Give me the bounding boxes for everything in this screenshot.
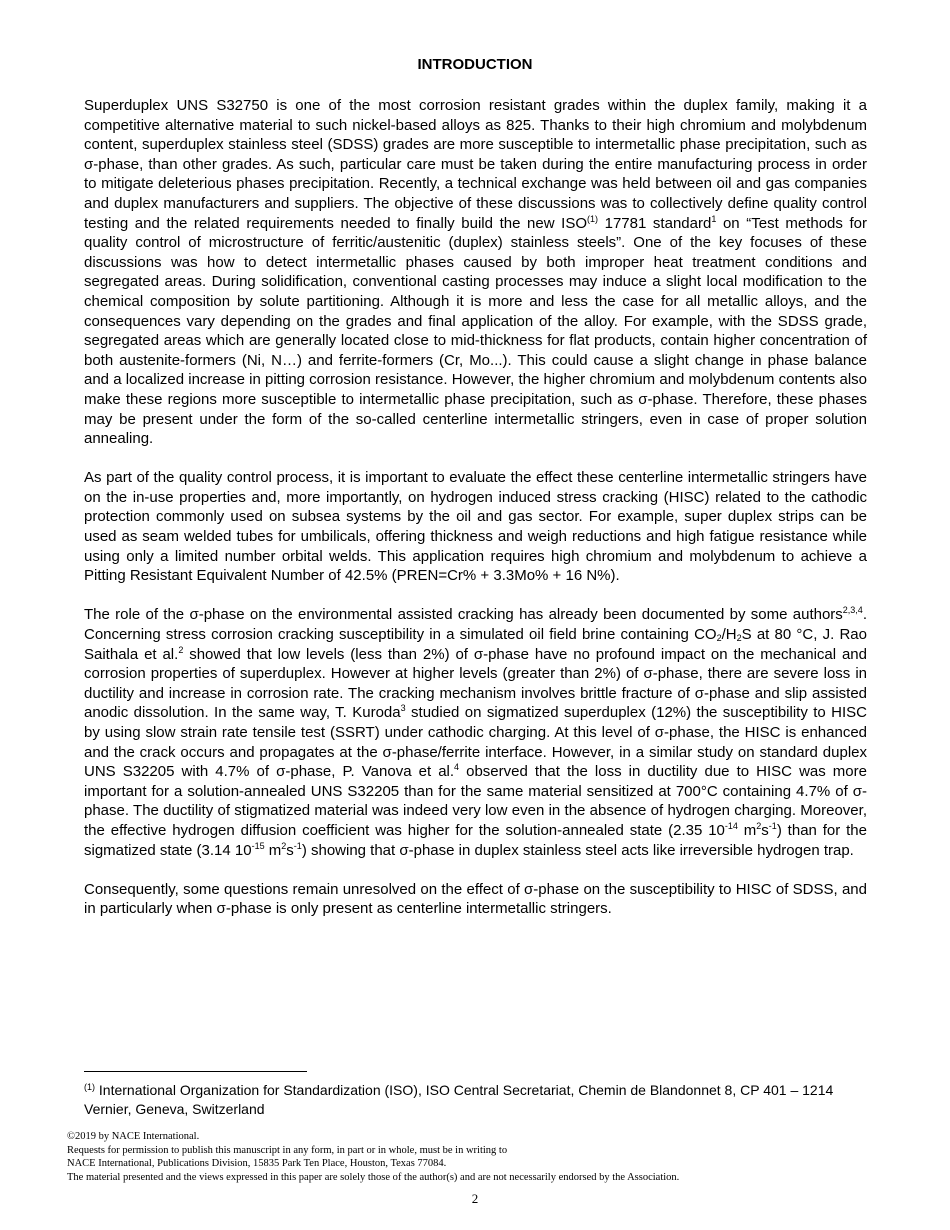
footnote-divider <box>84 1071 307 1072</box>
body-text <box>84 96 867 939</box>
text-run: m <box>737 821 757 839</box>
text-run: on “Test methods for quality control of microstructure of ferritic/austenitic (duplex) stainless steels”. One of the key focuses of these discussions was how to detect intermetallic phases caused by both improper heat treatment conditions and segregated areas. During solidification, conventional casting processes may induce a slight local modification to the chemical composition by solute partitioning. Although it is more and less the case for all metallic alloys, and the consequences vary depending on the grades and final application of the alloy. For example, with the SDSS grade, segregated areas which are generally located close to mid-thickness for flat products, contain higher concentration of both austenite-formers (Ni, N…) and ferrite-formers (Cr, Mo...). This could cause a slight change in phase balance and a localized increase in pitting corrosion resistance. However, the higher chromium and molybdenum contents also make these regions more susceptible to intermetallic phase precipitation, such as σ-phase. Therefore, these phases may be present under the form of the so-called centerline intermetallic stringers, even in case of proper solution annealing. <box>84 214 867 448</box>
text-run: observed that the loss in ductility due to HISC was more important for a solution-annealed UNS S32205 than for the same material sensitized at 700°C containing 4.7% of σ-phase. The ductility of stigmatized material was indeed very low even in the absence of hydrogen charging. Moreover, the effective hydrogen diffusion coefficient was higher for the solution-annealed state (2.35 10 <box>84 763 867 839</box>
text-run: Superduplex UNS S32750 is one of the most corrosion resistant grades within the duplex family, making it a competitive alternative material to such nickel-based alloys as 825. Thanks to their high chromium and molybdenum content, superduplex stainless steel (SDSS) grades are more susceptible to intermetallic phase precipitation, such as σ-phase, than other grades. As such, particular care must be taken during the entire manufacturing process in order to mitigate deleterious phases precipitation. Recently, a technical exchange was held between oil and gas companies and duplex manufacturers and suppliers. The objective of these discussions was to collectively define quality control testing and the related requirements needed to finally build the new ISO <box>84 97 867 232</box>
text-run: s <box>761 821 769 839</box>
text-run: m <box>264 841 282 859</box>
citation-ref: 1 <box>711 213 717 224</box>
citation-ref: 2,3,4 <box>842 605 863 616</box>
exponent: -1 <box>293 840 302 851</box>
text-run: . Concerning stress corrosion cracking susceptibility in a simulated oil field brine containing CO <box>84 606 867 644</box>
exponent: -1 <box>768 820 777 831</box>
exponent: 2 <box>756 820 762 831</box>
copyright-line: Requests for permission to publish this manuscript in any form, in part or in whole, must be in writing to <box>67 1144 508 1156</box>
copyright-line: ©2019 by NACE International. <box>67 1131 200 1142</box>
text-run: studied on sigmatized superduplex (12%) the susceptibility to HISC by using slow strain rate tensile test (SSRT) under cathodic charging. At this level of σ-phase, the HISC is enhanced and the crack occurs and propagates at the σ-phase/ferrite interface. However, in a similar study on standard duplex UNS S32205 with 4.7% of σ-phase, P. Vanova et al. <box>84 704 867 781</box>
text-run: The role of the σ-phase on the environmental assisted cracking has already been documented by some authors <box>84 606 843 624</box>
exponent: -14 <box>724 820 738 831</box>
citation-ref: 4 <box>454 762 460 773</box>
paragraph-4: Consequently, some questions remain unresolved on the effect of σ-phase on the susceptibility to HISC of SDSS, and in particularly when σ-phase is only present as centerline intermetallic stringers. <box>84 880 867 918</box>
text-run: ) than for the sigmatized state (3.14 10 <box>84 821 867 859</box>
paragraph-2: As part of the quality control process, it is important to evaluate the effect these centerline intermetallic stringers have on the in-use properties and, more importantly, on hydrogen induced stress cracking (HISC) related to the cathodic protection commonly used on subsea systems by the oil and gas sector. For example, super duplex strips can be used as seam welded tubes for umbilicals, offering thickness and weigh reductions and high fatigue resistance while using only a limited number orbital welds. This application requires high chromium and molybdenum to achieve a Pitting Resistant Equivalent Number of 42.5% (PREN=Cr% + 3.3Mo% + 16 N%). <box>84 469 867 585</box>
paragraph-3 <box>84 605 867 860</box>
copyright-line: The material presented and the views expressed in this paper are solely those of the author(s) and are not necessarily endorsed by the Association. <box>67 1171 680 1183</box>
text-run: s <box>286 841 294 859</box>
citation-ref: 3 <box>400 703 406 714</box>
footnote-ref: (1) <box>587 213 598 224</box>
citation-ref: 2 <box>178 644 184 655</box>
text-run: S at 80 °C, J. Rao Saithala et al. <box>84 626 867 663</box>
footnote-mark: (1) <box>84 1082 95 1092</box>
text-run: /H <box>721 626 737 644</box>
section-heading: INTRODUCTION <box>417 56 533 73</box>
copyright-line: NACE International, Publications Division, 15835 Park Ten Place, Houston, Texas 77084. <box>67 1158 447 1170</box>
footnote-text: International Organization for Standardization (ISO), ISO Central Secretariat, Chemin de Blandonnet 8, CP 401 – 1214 Vernier, Geneva, Switzerland <box>84 1082 834 1117</box>
footnote <box>84 1081 867 1119</box>
text-run: ) showing that σ-phase in duplex stainless steel acts like irreversible hydrogen trap. <box>301 841 854 859</box>
exponent: -15 <box>251 840 265 851</box>
exponent: 2 <box>281 840 287 851</box>
subscript: 2 <box>736 633 742 644</box>
subscript: 2 <box>716 633 722 644</box>
page-number: 2 <box>471 1191 479 1206</box>
paragraph-1 <box>84 96 867 449</box>
text-run: 17781 standard <box>598 214 712 232</box>
copyright-notice <box>67 1130 887 1184</box>
text-run: showed that low levels (less than 2%) of σ-phase have no profound impact on the mechanical and corrosion properties of superduplex. However at higher levels (greater than 2%) of σ-phase, there are severe loss in ductility and increase in corrosion rate. The cracking mechanism involves brittle fracture of σ-phase and slip assisted anodic dissolution. In the same way, T. Kuroda <box>84 645 867 722</box>
